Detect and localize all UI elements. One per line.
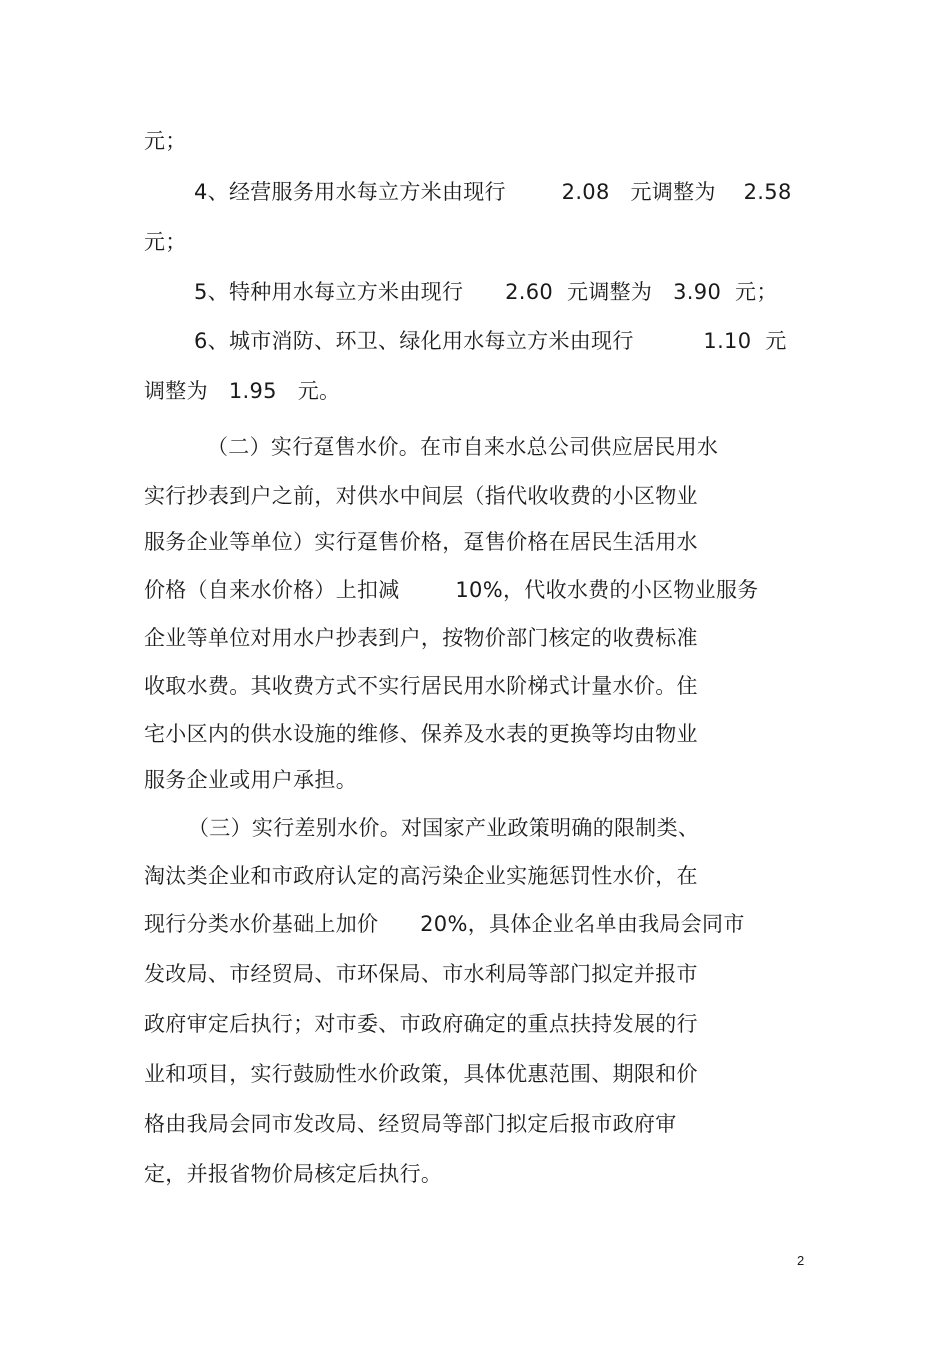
text-line: 价格（自来水价格）上扣减 10%，代收水费的小区物业服务 xyxy=(144,578,759,602)
text-line: 收取水费。其收费方式不实行居民用水阶梯式计量水价。住 xyxy=(144,674,698,698)
text-line: 元； xyxy=(144,230,187,254)
text-line: 5、特种用水每立方米由现行 2.60 元调整为 3.90 元； xyxy=(194,280,778,304)
text-line: 淘汰类企业和市政府认定的高污染企业实施惩罚性水价，在 xyxy=(144,864,698,888)
text-line: 6、城市消防、环卫、绿化用水每立方米由现行 1.10 元 xyxy=(194,329,787,353)
text-line: 定，并报省物价局核定后执行。 xyxy=(144,1162,443,1186)
text-line: 宅小区内的供水设施的维修、保养及水表的更换等均由物业 xyxy=(144,722,698,746)
text-line: 发改局、市经贸局、市环保局、市水利局等部门拟定并报市 xyxy=(144,962,698,986)
text-line: 政府审定后执行；对市委、市政府确定的重点扶持发展的行 xyxy=(144,1012,698,1036)
text-line: 调整为 1.95 元。 xyxy=(144,379,341,403)
text-line: 服务企业或用户承担。 xyxy=(144,768,357,792)
text-line: 格由我局会同市发改局、经贸局等部门拟定后报市政府审 xyxy=(144,1112,677,1136)
text-line: 企业等单位对用水户抄表到户，按物价部门核定的收费标准 xyxy=(144,626,698,650)
text-line: 服务企业等单位）实行趸售价格，趸售价格在居民生活用水 xyxy=(144,530,698,554)
text-line: 业和项目，实行鼓励性水价政策，具体优惠范围、期限和价 xyxy=(144,1062,698,1086)
page-number: 2 xyxy=(797,1253,805,1268)
text-line: 实行抄表到户之前，对供水中间层（指代收收费的小区物业 xyxy=(144,484,698,508)
text-line: 4、经营服务用水每立方米由现行 2.08 元调整为 2.58 xyxy=(194,180,792,204)
text-line: （三）实行差别水价。对国家产业政策明确的限制类、 xyxy=(188,816,700,840)
text-line: 现行分类水价基础上加价 20%，具体企业名单由我局会同市 xyxy=(144,912,745,936)
text-line: 元； xyxy=(144,129,187,153)
text-line: （二）实行趸售水价。在市自来水总公司供应居民用水 xyxy=(207,435,719,459)
